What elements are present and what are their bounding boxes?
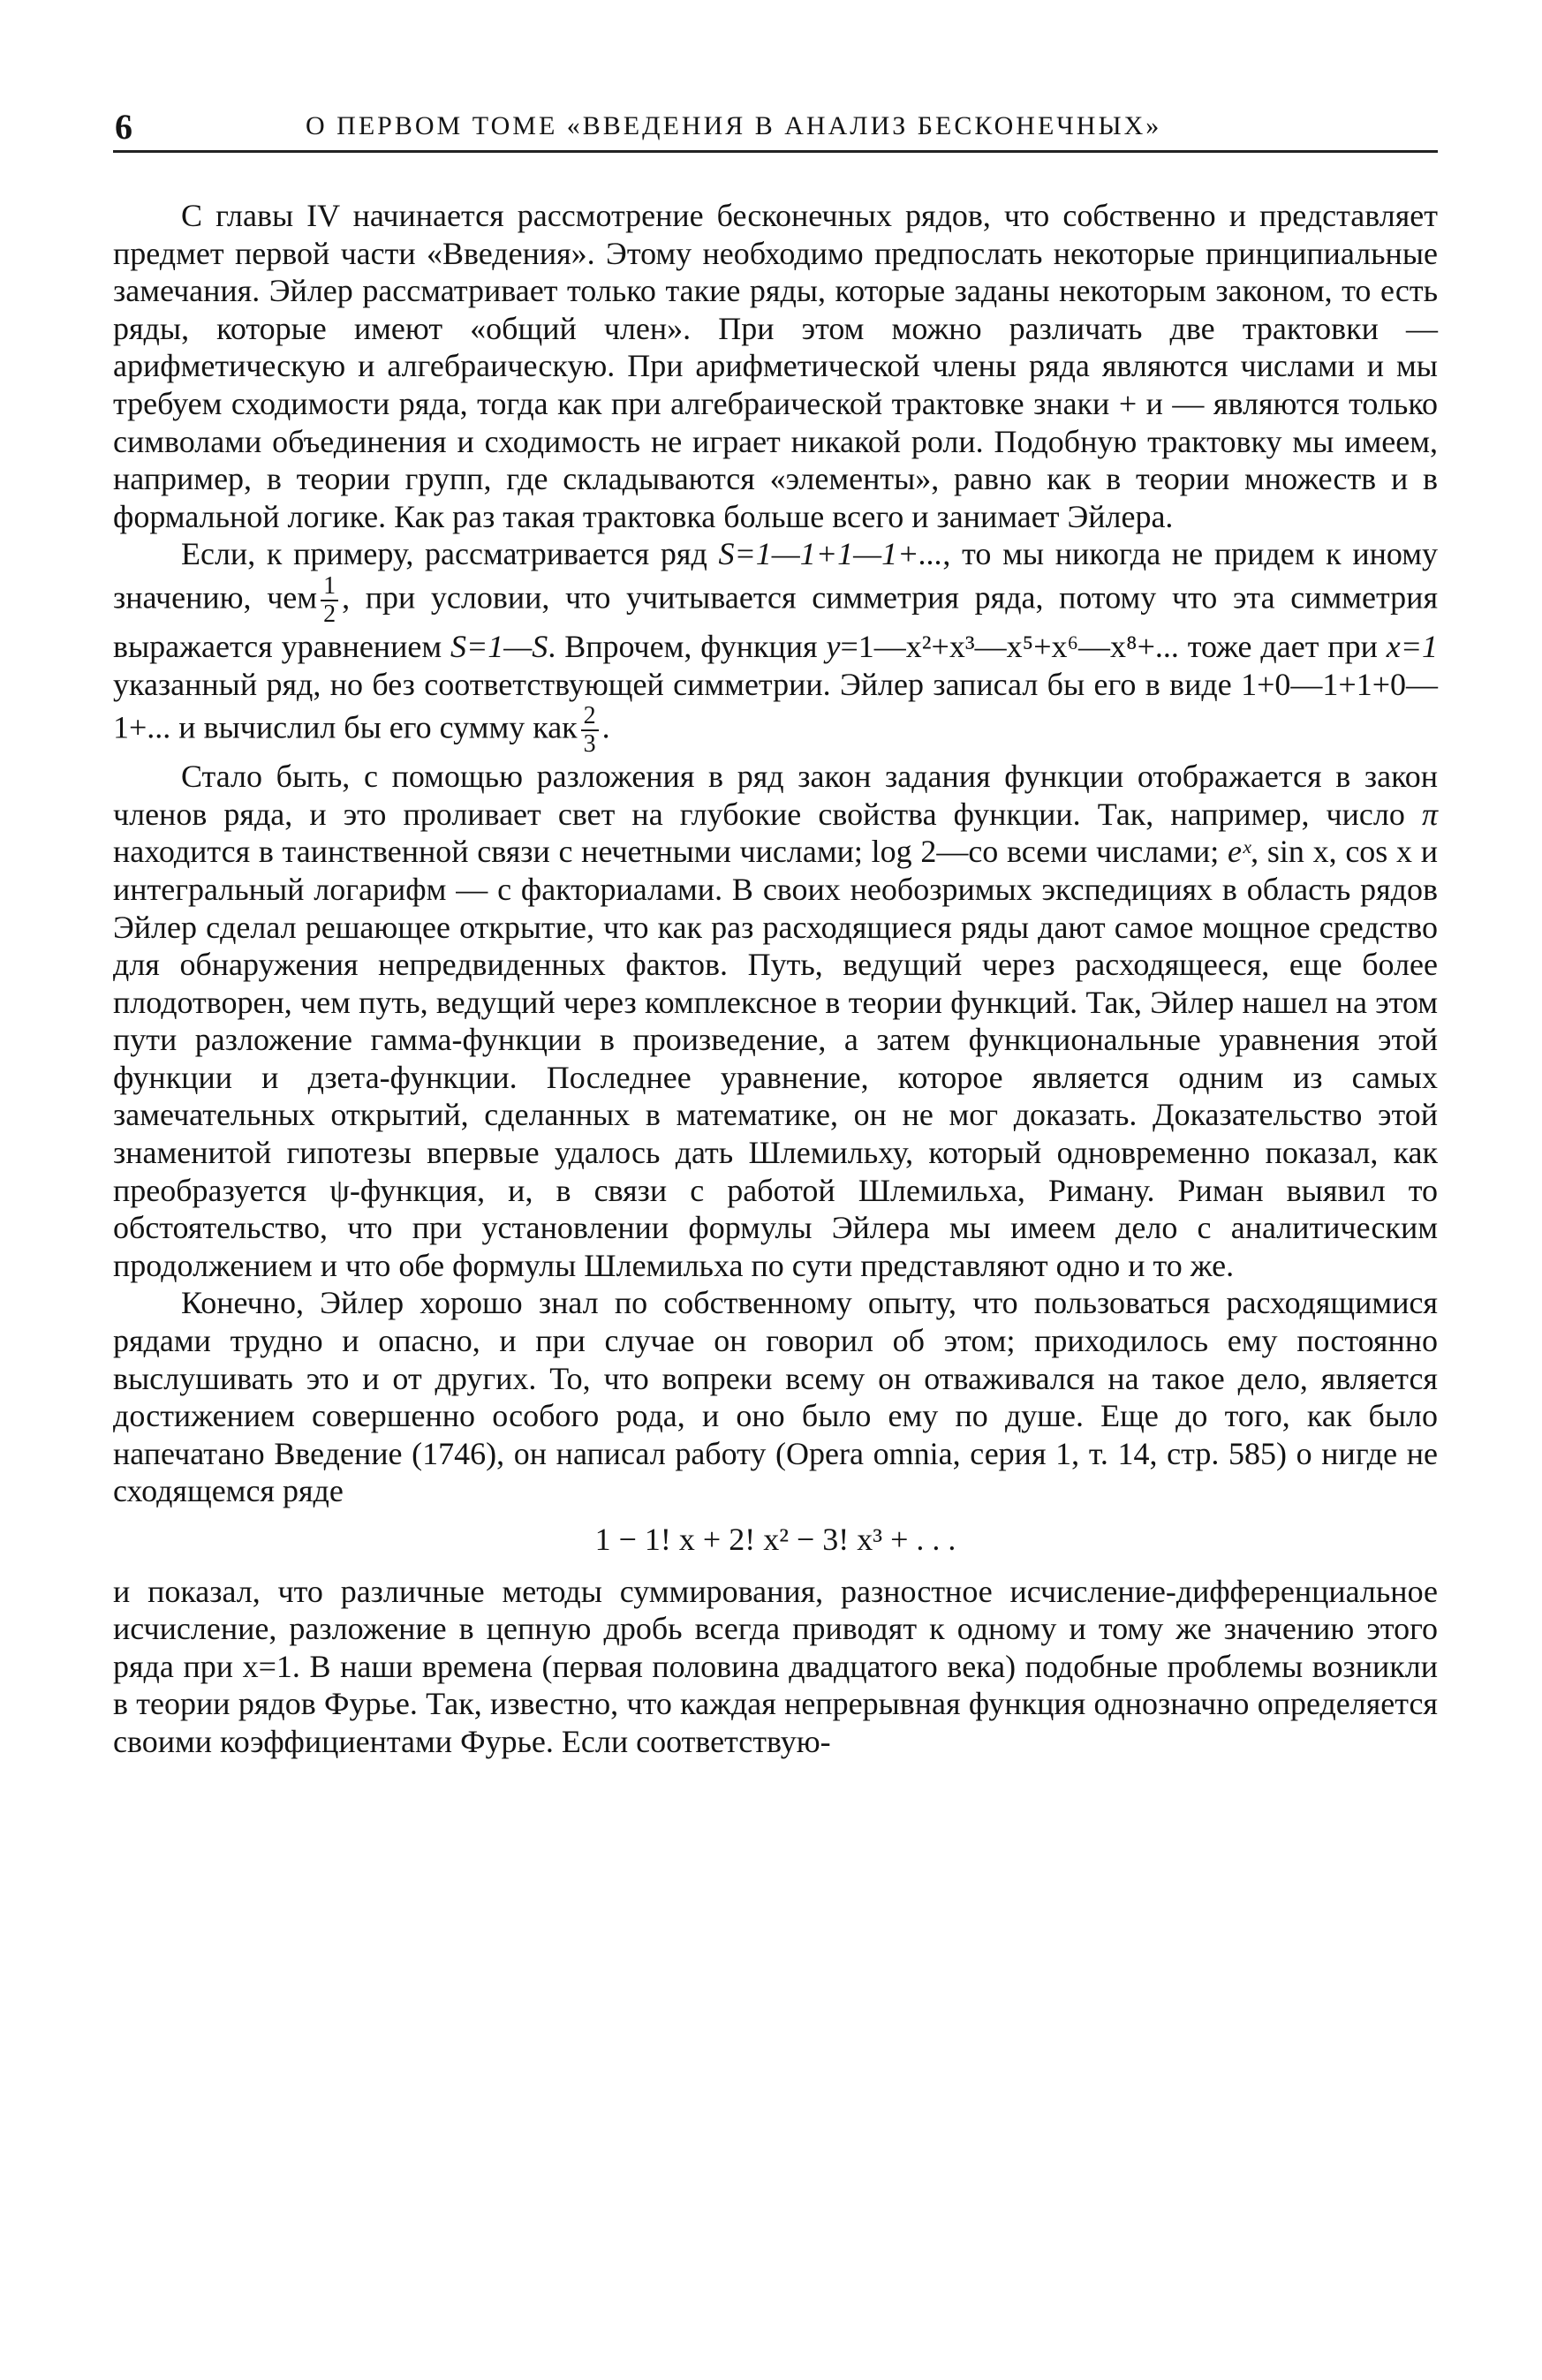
- x-equals-one: x=1: [1386, 628, 1439, 664]
- fraction-one-half: [321, 573, 338, 628]
- fraction-two-thirds: [581, 703, 599, 758]
- paragraph-divergent-series: Конечно, Эйлер хорошо знал по собственному опыту, что пользоваться расходящимися рядами трудно и опасно, и при случае он говорил об этом; приходилось ему постоянно выслушивать это и от других. То, что вопреки всему он отваживался на такое дело, является достижением совершенно особого рода, и оно было ему по душе. Еще до того, как было напечатано Введение (1746), он написал работу (Opera omnia, серия 1, т. 14, стр. 585) о нигде не сходящемся ряде: [113, 1285, 1438, 1509]
- text-segment: Стало быть, с помощью разложения в ряд закон задания функции отображается в закон членов ряда, и это проливает свет на глубокие свойства функции. Так, например, число: [113, 759, 1438, 832]
- text-segment: находится в таинственной связи с нечетными числами; log 2—со всеми числами;: [113, 834, 1228, 870]
- text-segment: тоже дает при: [1178, 628, 1387, 664]
- function-variable: y: [826, 628, 841, 664]
- text-segment: Если, к примеру, рассматривается ряд: [181, 536, 719, 572]
- page-number: 6: [115, 107, 132, 147]
- exponential-symbol: eˣ: [1228, 834, 1251, 870]
- fraction-numerator: 1: [321, 573, 338, 601]
- pi-symbol: π: [1421, 796, 1438, 832]
- paragraph-summation-methods: и показал, что различные методы суммирования, разностное исчисление-дифференциальное исчисление, разложение в цепную дробь всегда приводят к одному и тому же значению этого ряда при x=1. В наши времена (первая половина двадцатого века) подобные проблемы возникли в теории рядов Фурье. Так, известно, что каждая непрерывная функция однозначно определяется своими коэффициентами Фурье. Если соответствую-: [113, 1573, 1438, 1759]
- paragraph-function-properties: [113, 758, 1438, 1284]
- book-page: [113, 104, 1438, 1761]
- running-title: О ПЕРВОМ ТОМЕ «ВВЕДЕНИЯ В АНАЛИЗ БЕСКОНЕЧНЫХ»: [306, 111, 1162, 140]
- function-expression: =1—x²+x³—x⁵+x⁶—x⁸+...: [840, 628, 1179, 664]
- paragraph-series-intro: С главы IV начинается рассмотрение бесконечных рядов, что собственно и представляет предмет первой части «Введения». Этому необходимо предпослать некоторые принципиальные замечания. Эйлер рассматривает только такие ряды, которые заданы некоторым законом, то есть ряды, которые имеют «общий член». При этом можно различать две трактовки — арифметическую и алгебраическую. При арифметической члены ряда являются числами и мы требуем сходимости ряда, тогда как при алгебраической трактовке знаки + и — являются только символами объединения и сходимость не играет никакой роли. Подобную трактовку мы имеем, например, в теории групп, где складываются «элементы», равно как в теории множеств и в формальной логике. Как раз такая трактовка больше всего и занимает Эйлера.: [113, 198, 1438, 534]
- body-text: [113, 197, 1438, 1761]
- text-segment: , при условии, что учитывается симметрия ряда, потому что эта симметрия выражается уравнением: [113, 579, 1438, 664]
- series-formula: S=1—1+1—1+...: [718, 536, 943, 572]
- text-segment: , то мы никогда не придем к иному значению, чем: [113, 536, 1439, 616]
- text-segment: .: [601, 709, 610, 745]
- text-segment: , sin x, cos x и интегральный логарифм — с факториалами. В своих необозримых экспедициях в область рядов Эйлер сделал решающее открытие, что как раз расходящиеся ряды дают самое мощное средство для обнаружения непредвиденных фактов. Путь, ведущий через расходящееся, еще более плодотворен, чем путь, ведущий через комплексное в теории функций. Так, Эйлер нашел на этом пути разложение гамма-функции в произведение, а затем функциональные уравнения этой функции и дзета-функции. Последнее уравнение, которое является одним из самых замечательных открытий, сделанных в математике, он не мог доказать. Доказательство этой знаменитой гипотезы впервые удалось дать Шлемильху, который одновременно показал, как преобразуется ψ-функция, и, в связи с работой Шлемильха, Риману. Риман выявил то обстоятельство, что при установлении формулы Эйлера мы имеем дело с аналитическим продолжением и что обе формулы Шлемильха по сути представляют одно и то же.: [113, 834, 1439, 1283]
- fraction-denominator: 3: [583, 730, 596, 759]
- text-segment: указанный ряд, но без соответствующей симметрии. Эйлер записал бы его в виде 1+0—1+1+0—1+... и вычислил бы его сумму как: [113, 666, 1438, 745]
- paragraph-series-example: [113, 535, 1438, 758]
- running-head: [113, 104, 1438, 153]
- fraction-denominator: 2: [323, 600, 336, 628]
- fraction-numerator: 2: [581, 703, 599, 731]
- formula-text: 1 − 1! x + 2! x² − 3! x³ + . . .: [594, 1522, 956, 1557]
- symmetry-equation: S=1—S: [450, 628, 548, 664]
- text-segment: . Впрочем, функция: [548, 628, 827, 664]
- display-formula: [113, 1521, 1438, 1559]
